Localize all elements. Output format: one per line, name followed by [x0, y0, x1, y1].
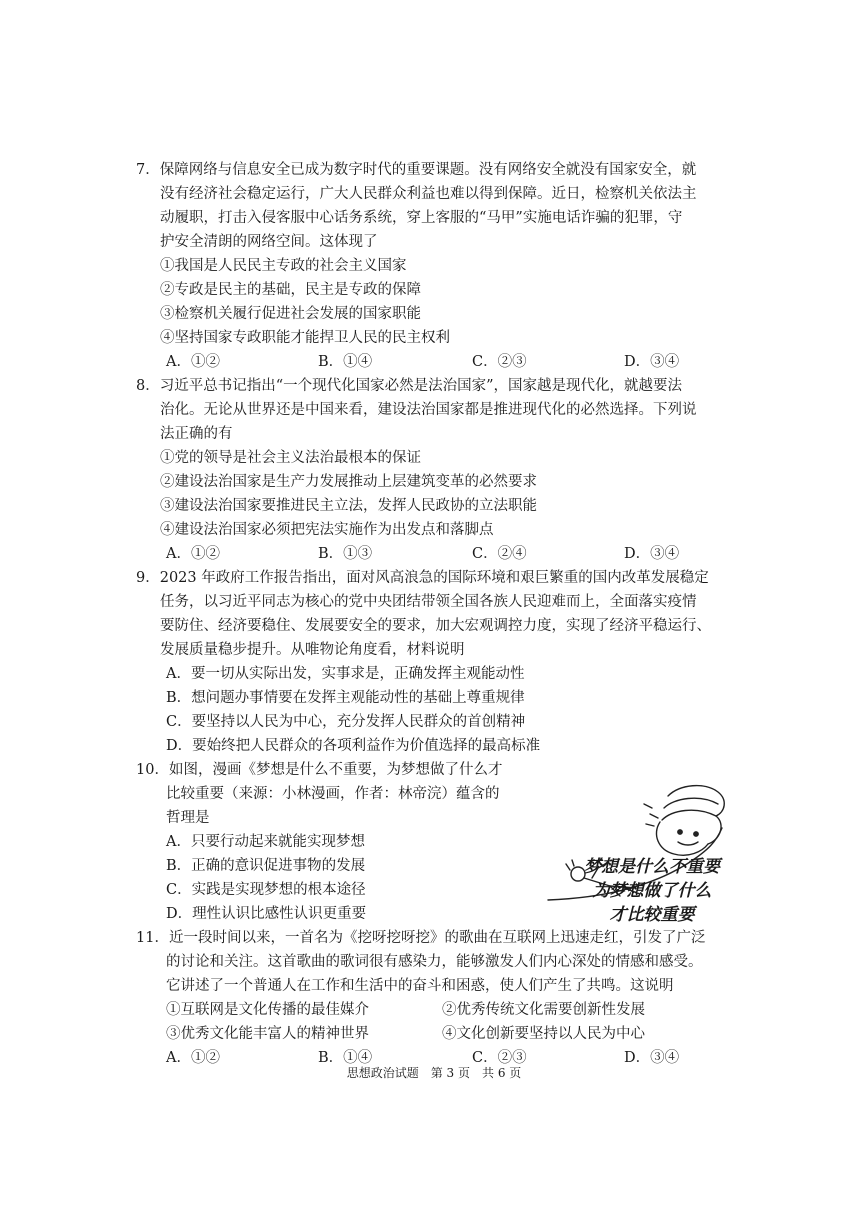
q11-stem-line-3: 它讲述了一个普通人在工作和生活中的奋斗和困惑，使人们产生了共鸣。这说明: [166, 978, 674, 994]
q11-option-a: A．①②: [166, 1050, 220, 1066]
q8-stem-line-3: 法正确的有: [160, 426, 233, 442]
q11-option-b: B．①④: [318, 1050, 373, 1066]
q11-option-d: D．③④: [624, 1050, 680, 1066]
q11-item-4: ④文化创新要坚持以人民为中心: [442, 1026, 645, 1042]
q7-item-2: ②专政是民主的基础，民主是专政的保障: [160, 282, 421, 298]
q11-stem-line-1: 11．近一段时间以来，一首名为《挖呀挖呀挖》的歌曲在互联网上迅速走红，引发了广泛: [136, 930, 706, 946]
q9-stem-line-2: 任务，以习近平同志为核心的党中央团结带领全国各族人民迎难而上，全面落实疫情: [160, 594, 697, 610]
q7-option-b: B．①④: [318, 354, 373, 370]
q10-option-c: C．实践是实现梦想的根本途径: [166, 882, 366, 898]
q9-option-a: A．要一切从实际出发，实事求是，正确发挥主观能动性: [166, 666, 525, 682]
q11-stem-line-2: 的讨论和关注。这首歌曲的歌词很有感染力，能够激发人们内心深处的情感和感受。: [166, 954, 703, 970]
q7-stem-line-3: 动履职，打击入侵客服中心话务系统，穿上客服的“马甲”实施电话诈骗的犯罪，守: [160, 210, 683, 226]
q11-item-2: ②优秀传统文化需要创新性发展: [442, 1002, 645, 1018]
q9-stem-line-1: 9．2023 年政府工作报告指出，面对风高浪急的国际环境和艰巨繁重的国内改革发展稳定: [136, 570, 709, 586]
cartoon-caption-line-1: 梦想是什么不重要: [584, 857, 720, 877]
q11-item-3: ③优秀文化能丰富人的精神世界: [166, 1026, 369, 1042]
q10-option-b: B．正确的意识促进事物的发展: [166, 858, 366, 874]
q9-stem-line-4: 发展质量稳步提升。从唯物论角度看，材料说明: [160, 642, 465, 658]
cartoon-caption-line-3: 才比较重要: [609, 905, 695, 925]
q7-option-a: A．①②: [166, 354, 220, 370]
q8-option-d: D．③④: [624, 546, 680, 562]
q8-item-1: ①党的领导是社会主义法治最根本的保证: [160, 450, 421, 466]
q7-item-3: ③检察机关履行促进社会发展的国家职能: [160, 306, 421, 322]
q8-stem-line-2: 治化。无论从世界还是中国来看，建设法治国家都是推进现代化的必然选择。下列说: [160, 402, 697, 418]
q10-stem-line-1: 10．如图，漫画《梦想是什么不重要，为梦想做了什么才: [136, 762, 503, 778]
q10-option-d: D．理性认识比感性认识更重要: [166, 906, 367, 922]
q7-option-c: C．②③: [472, 354, 527, 370]
q11-option-c: C．②③: [472, 1050, 527, 1066]
q8-item-3: ③建设法治国家要推进民主立法，发挥人民政协的立法职能: [160, 498, 537, 514]
q10-stem-line-3: 哲理是: [166, 810, 210, 826]
q8-item-2: ②建设法治国家是生产力发展推动上层建筑变革的必然要求: [160, 474, 537, 490]
cartoon-caption-line-2: 为梦想做了什么: [592, 881, 712, 901]
q7-item-1: ①我国是人民民主专政的社会主义国家: [160, 258, 407, 274]
q7-stem-line-1: 7．保障网络与信息安全已成为数字时代的重要课题。没有网络安全就没有国家安全，就: [136, 162, 697, 178]
q10-stem-line-2: 比较重要（来源：小林漫画，作者：林帝浣）蕴含的: [166, 786, 500, 802]
q8-item-4: ④建设法治国家必须把宪法实施作为出发点和落脚点: [160, 522, 494, 538]
q8-option-b: B．①③: [318, 546, 373, 562]
q7-option-d: D．③④: [624, 354, 680, 370]
q9-option-b: B．想问题办事情要在发挥主观能动性的基础上尊重规律: [166, 690, 525, 706]
q10-option-a: A．只要行动起来就能实现梦想: [166, 834, 365, 850]
q8-option-c: C．②④: [472, 546, 527, 562]
page-footer: 思想政治试题 第 3 页 共 6 页: [346, 1066, 522, 1080]
q8-option-a: A．①②: [166, 546, 220, 562]
q9-option-c: C．要坚持以人民为中心，充分发挥人民群众的首创精神: [166, 714, 526, 730]
q11-item-1: ①互联网是文化传播的最佳媒介: [166, 1002, 369, 1018]
q7-stem-line-4: 护安全清朗的网络空间。这体现了: [160, 234, 378, 250]
q7-stem-line-2: 没有经济社会稳定运行，广大人民群众利益也难以得到保障。近日，检察机关依法主: [160, 186, 697, 202]
q7-item-4: ④坚持国家专政职能才能捍卫人民的民主权利: [160, 330, 450, 346]
q8-stem-line-1: 8．习近平总书记指出“一个现代化国家必然是法治国家”，国家越是现代化，就越要法: [136, 378, 683, 394]
q9-option-d: D．要始终把人民群众的各项利益作为价值选择的最高标准: [166, 738, 541, 754]
q9-stem-line-3: 要防住、经济要稳住、发展要安全的要求，加大宏观调控力度，实现了经济平稳运行、: [160, 618, 711, 634]
